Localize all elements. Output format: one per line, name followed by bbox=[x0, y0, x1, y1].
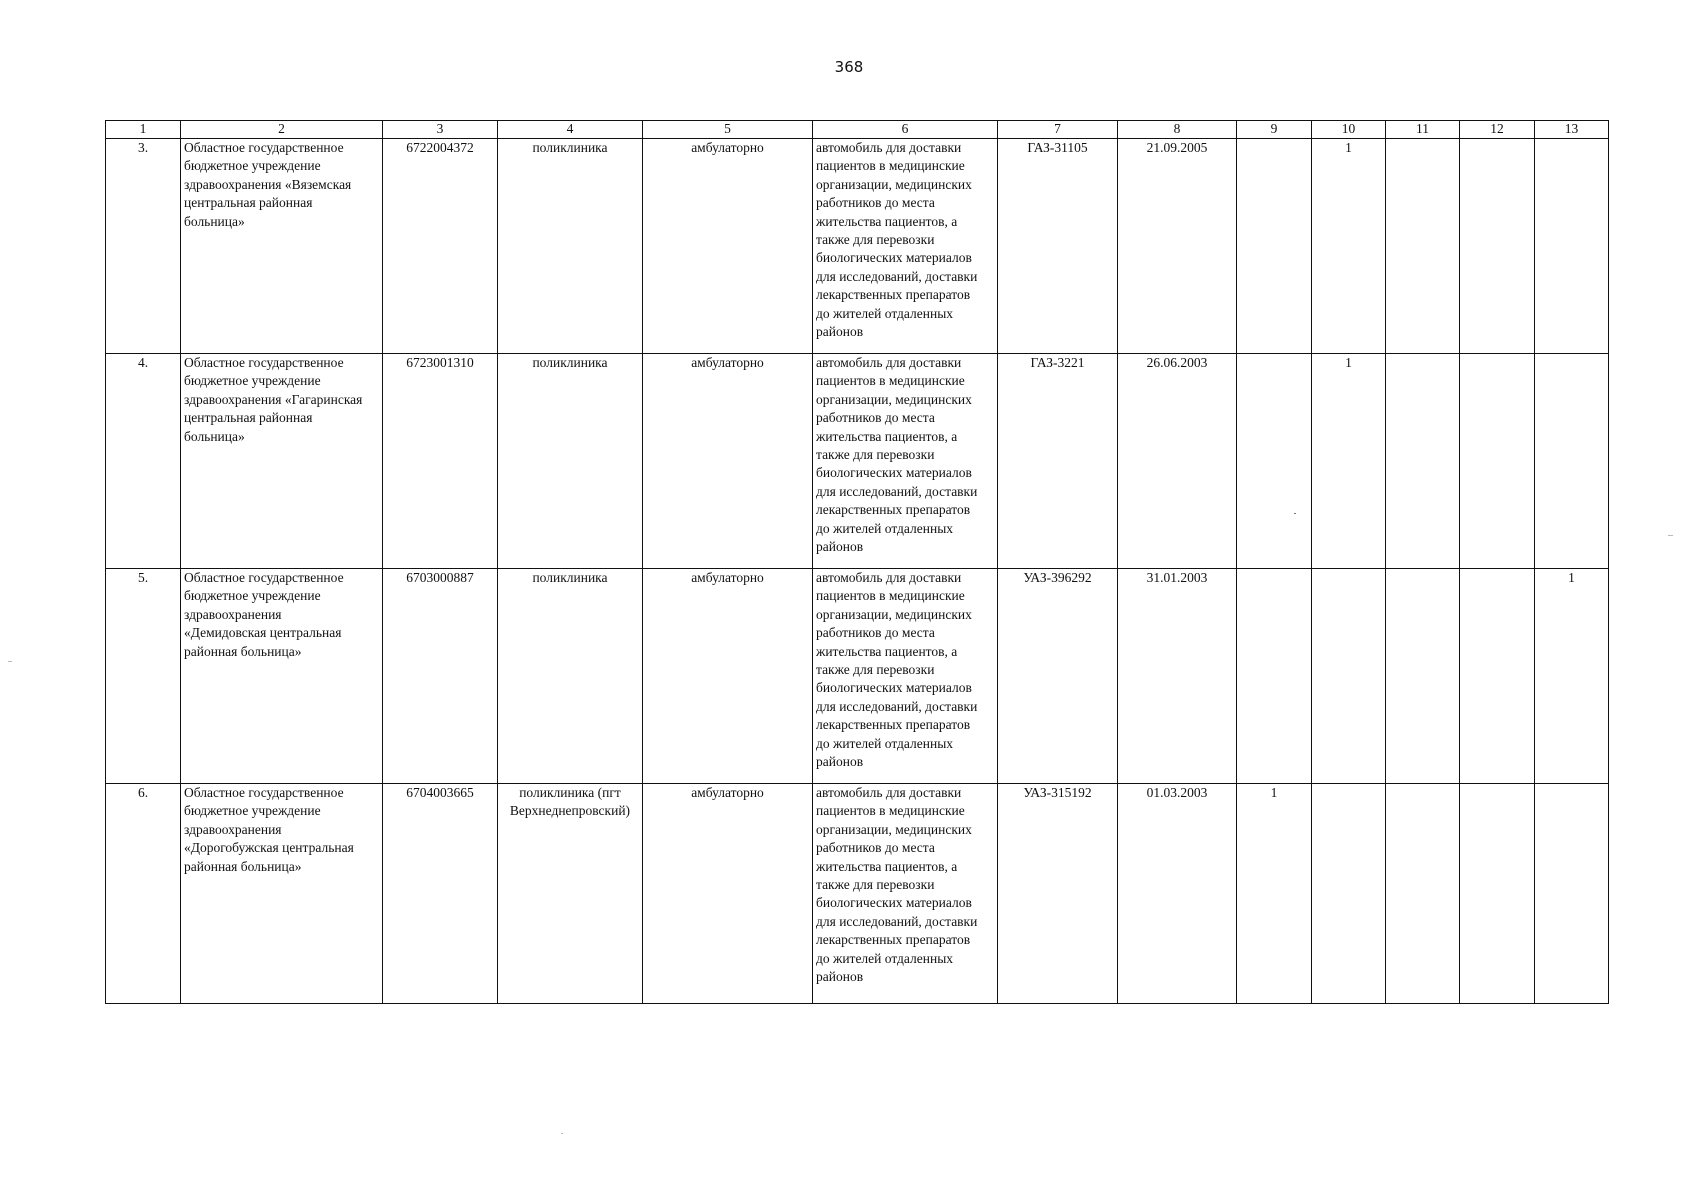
col11-cell bbox=[1386, 139, 1460, 354]
facility-cell: поликлиника bbox=[498, 139, 643, 354]
col11-cell bbox=[1386, 569, 1460, 784]
vehicle-purpose-cell: автомобиль для доставки пациентов в медицинские организации, медицинских работников до места жительства пациентов, а также для перевозки биологических материалов для исследований, доставки лекарственных препаратов до жителей отдаленных районов bbox=[813, 784, 998, 1004]
column-header: 1 bbox=[106, 121, 181, 139]
col12-cell bbox=[1460, 569, 1535, 784]
vehicle-purpose-cell: автомобиль для доставки пациентов в медицинские организации, медицинских работников до места жительства пациентов, а также для перевозки биологических материалов для исследований, доставки лекарственных препаратов до жителей отдаленных районов bbox=[813, 569, 998, 784]
table-row bbox=[106, 139, 1609, 354]
column-number-row bbox=[106, 121, 1609, 139]
care-type-cell: амбулаторно bbox=[643, 784, 813, 1004]
col9-cell bbox=[1237, 139, 1312, 354]
column-header: 7 bbox=[998, 121, 1118, 139]
inn-cell: 6722004372 bbox=[383, 139, 498, 354]
col10-cell: 1 bbox=[1312, 354, 1386, 569]
column-header: 10 bbox=[1312, 121, 1386, 139]
column-header: 8 bbox=[1118, 121, 1237, 139]
col11-cell bbox=[1386, 784, 1460, 1004]
table-row bbox=[106, 354, 1609, 569]
row-number: 6. bbox=[106, 784, 181, 1004]
column-header: 6 bbox=[813, 121, 998, 139]
col10-cell bbox=[1312, 784, 1386, 1004]
page-number: 368 bbox=[834, 58, 864, 76]
col12-cell bbox=[1460, 139, 1535, 354]
column-header: 2 bbox=[181, 121, 383, 139]
column-header: 13 bbox=[1535, 121, 1609, 139]
facility-cell: поликлиника bbox=[498, 569, 643, 784]
row-number: 5. bbox=[106, 569, 181, 784]
organization-name: Областное государственное бюджетное учреждение здравоохранения «Дорогобужская центральная районная больница» bbox=[181, 784, 383, 1004]
col13-cell: 1 bbox=[1535, 569, 1609, 784]
vehicle-model-cell: ГАЗ-3221 bbox=[998, 354, 1118, 569]
date-cell: 01.03.2003 bbox=[1118, 784, 1237, 1004]
organization-name: Областное государственное бюджетное учреждение здравоохранения «Вяземская центральная районная больница» bbox=[181, 139, 383, 354]
vehicle-table bbox=[105, 120, 1609, 1004]
date-cell: 21.09.2005 bbox=[1118, 139, 1237, 354]
vehicle-purpose-cell: автомобиль для доставки пациентов в медицинские организации, медицинских работников до места жительства пациентов, а также для перевозки биологических материалов для исследований, доставки лекарственных препаратов до жителей отдаленных районов bbox=[813, 139, 998, 354]
row-number: 3. bbox=[106, 139, 181, 354]
col10-cell: 1 bbox=[1312, 139, 1386, 354]
care-type-cell: амбулаторно bbox=[643, 354, 813, 569]
col9-cell bbox=[1237, 569, 1312, 784]
vehicle-model-cell: УАЗ-315192 bbox=[998, 784, 1118, 1004]
col10-cell bbox=[1312, 569, 1386, 784]
col13-cell bbox=[1535, 139, 1609, 354]
column-header: 5 bbox=[643, 121, 813, 139]
scan-speck bbox=[1294, 513, 1296, 514]
organization-name: Областное государственное бюджетное учреждение здравоохранения «Гагаринская центральная районная больница» bbox=[181, 354, 383, 569]
facility-cell: поликлиника bbox=[498, 354, 643, 569]
row-number: 4. bbox=[106, 354, 181, 569]
scan-speck bbox=[1668, 535, 1673, 536]
scan-speck bbox=[8, 661, 12, 662]
col11-cell bbox=[1386, 354, 1460, 569]
inn-cell: 6723001310 bbox=[383, 354, 498, 569]
table-row bbox=[106, 569, 1609, 784]
column-header: 9 bbox=[1237, 121, 1312, 139]
table-row bbox=[106, 784, 1609, 1004]
inn-cell: 6704003665 bbox=[383, 784, 498, 1004]
care-type-cell: амбулаторно bbox=[643, 569, 813, 784]
date-cell: 26.06.2003 bbox=[1118, 354, 1237, 569]
col9-cell: 1 bbox=[1237, 784, 1312, 1004]
col12-cell bbox=[1460, 784, 1535, 1004]
col12-cell bbox=[1460, 354, 1535, 569]
inn-cell: 6703000887 bbox=[383, 569, 498, 784]
col9-cell bbox=[1237, 354, 1312, 569]
vehicle-purpose-cell: автомобиль для доставки пациентов в медицинские организации, медицинских работников до места жительства пациентов, а также для перевозки биологических материалов для исследований, доставки лекарственных препаратов до жителей отдаленных районов bbox=[813, 354, 998, 569]
column-header: 12 bbox=[1460, 121, 1535, 139]
vehicle-model-cell: УАЗ-396292 bbox=[998, 569, 1118, 784]
date-cell: 31.01.2003 bbox=[1118, 569, 1237, 784]
scan-speck bbox=[561, 1133, 563, 1134]
column-header: 4 bbox=[498, 121, 643, 139]
column-header: 11 bbox=[1386, 121, 1460, 139]
col13-cell bbox=[1535, 354, 1609, 569]
facility-cell: поликлиника (пгт Верхнеднепровский) bbox=[498, 784, 643, 1004]
col13-cell bbox=[1535, 784, 1609, 1004]
column-header: 3 bbox=[383, 121, 498, 139]
organization-name: Областное государственное бюджетное учреждение здравоохранения «Демидовская центральная районная больница» bbox=[181, 569, 383, 784]
care-type-cell: амбулаторно bbox=[643, 139, 813, 354]
vehicle-model-cell: ГАЗ-31105 bbox=[998, 139, 1118, 354]
